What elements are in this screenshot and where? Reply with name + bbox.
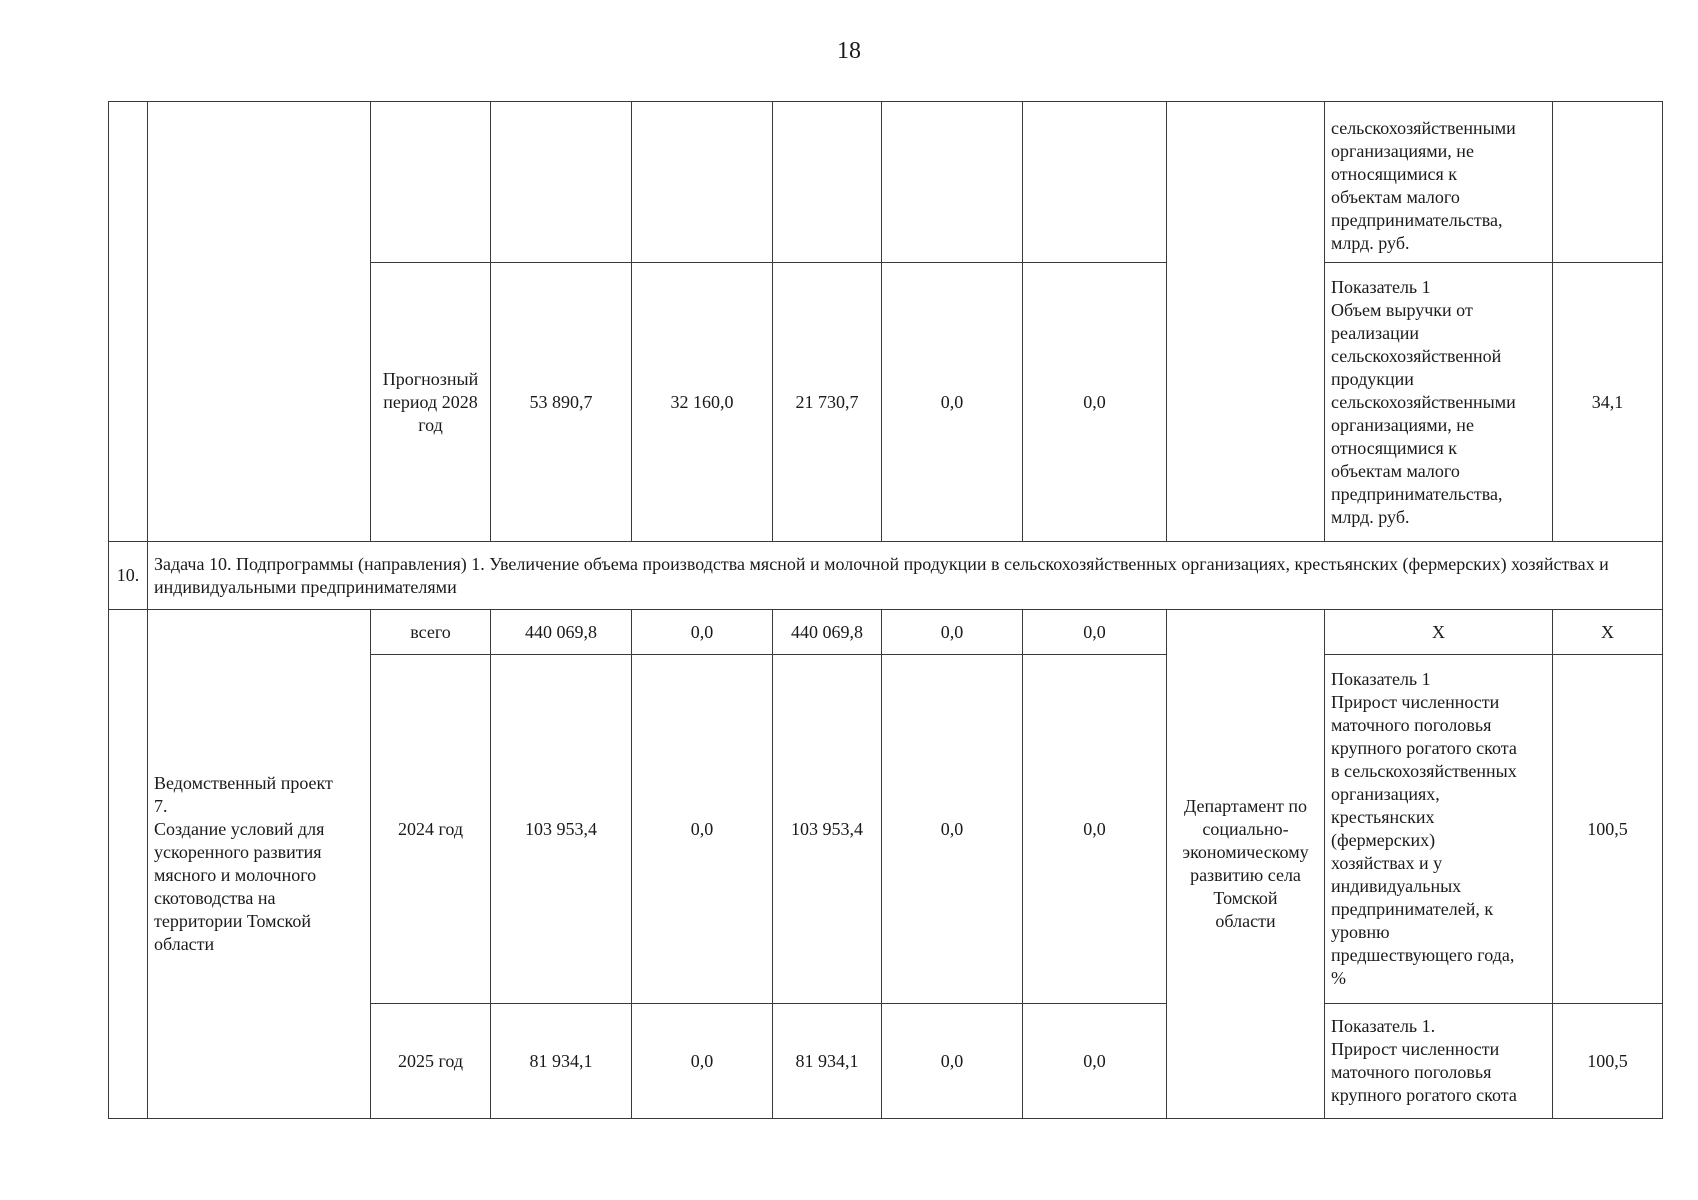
local-budget-cell: 0,0: [882, 263, 1023, 542]
total-cell: [491, 102, 632, 263]
total-cell: 53 890,7: [491, 263, 632, 542]
indicator-value: 100,5: [1553, 655, 1663, 1004]
other-sources-cell: 0,0: [1023, 655, 1167, 1004]
regional-budget-cell: 81 934,1: [773, 1004, 882, 1119]
program-table: [108, 101, 1663, 1119]
federal-budget-cell: 32 160,0: [632, 263, 773, 542]
total-cell: 440 069,8: [491, 610, 632, 655]
indicator-text: Показатель 1 Прирост численности маточного поголовья крупного рогатого скота в сельскохозяйственных организациях, крестьянских (фермерских) хозяйствах и у индивидуальных предпринимателей, к уровню предшествующего года, %: [1325, 655, 1553, 1004]
other-sources-cell: 0,0: [1023, 610, 1167, 655]
local-budget-cell: 0,0: [882, 1004, 1023, 1119]
total-cell: 81 934,1: [491, 1004, 632, 1119]
total-cell: 103 953,4: [491, 655, 632, 1004]
task-number: 10.: [109, 542, 148, 610]
regional-budget-cell: 21 730,7: [773, 263, 882, 542]
indicator-value: [1553, 102, 1663, 263]
other-sources-cell: 0,0: [1023, 1004, 1167, 1119]
indicator-value: Х: [1553, 610, 1663, 655]
other-sources-cell: [1023, 102, 1167, 263]
page-number: 18: [837, 38, 861, 64]
row-number-cell: [109, 610, 148, 1119]
row-number-cell: [109, 102, 148, 542]
task-title: Задача 10. Подпрограммы (направления) 1. Увеличение объема производства мясной и молочной продукции в сельскохозяйственных организациях, крестьянских (фермерских) хозяйствах и индивидуальными предпринимателями: [148, 542, 1663, 610]
table-row: [109, 610, 1663, 655]
period-cell: 2024 год: [371, 655, 491, 1004]
period-cell: всего: [371, 610, 491, 655]
project-name: Ведомственный проект 7. Создание условий для ускоренного развития мясного и молочного скотоводства на территории Томской области: [148, 610, 371, 1119]
task-row: [109, 542, 1663, 610]
indicator-text: Показатель 1. Прирост численности маточного поголовья крупного рогатого скота: [1325, 1004, 1553, 1119]
indicator-value: 100,5: [1553, 1004, 1663, 1119]
indicator-text: Показатель 1 Объем выручки от реализации сельскохозяйственной продукции сельскохозяйственными организациями, не относящимися к объектам малого предпринимательства, млрд. руб.: [1325, 263, 1553, 542]
indicator-value: 34,1: [1553, 263, 1663, 542]
regional-budget-cell: 440 069,8: [773, 610, 882, 655]
federal-budget-cell: 0,0: [632, 655, 773, 1004]
table-row: [109, 102, 1663, 263]
local-budget-cell: 0,0: [882, 610, 1023, 655]
federal-budget-cell: [632, 102, 773, 263]
event-name-cell: [148, 102, 371, 542]
period-cell: Прогнозный период 2028 год: [371, 263, 491, 542]
regional-budget-cell: [773, 102, 882, 263]
other-sources-cell: 0,0: [1023, 263, 1167, 542]
indicator-text: сельскохозяйственными организациями, не относящимися к объектам малого предпринимательства, млрд. руб.: [1325, 102, 1553, 263]
federal-budget-cell: 0,0: [632, 1004, 773, 1119]
executor: Департамент по социально- экономическому развитию села Томской области: [1167, 610, 1325, 1119]
period-cell: 2025 год: [371, 1004, 491, 1119]
period-cell: [371, 102, 491, 263]
indicator-text: Х: [1325, 610, 1553, 655]
local-budget-cell: [882, 102, 1023, 263]
regional-budget-cell: 103 953,4: [773, 655, 882, 1004]
local-budget-cell: 0,0: [882, 655, 1023, 1004]
executor-cell: [1167, 102, 1325, 542]
federal-budget-cell: 0,0: [632, 610, 773, 655]
